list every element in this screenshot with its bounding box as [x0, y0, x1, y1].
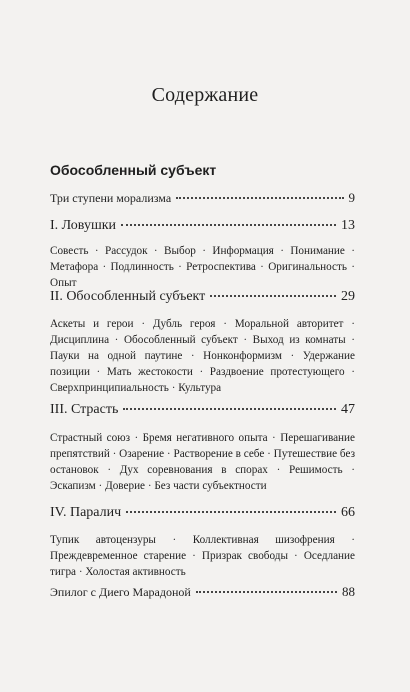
- dot-leader: [123, 408, 336, 410]
- toc-entry-label: III. Страсть: [50, 402, 119, 417]
- chapter-2-topics: Аскеты и герои · Дубль героя · Моральной авторитет · Дисциплина · Обособленный субъект · Выход из комнаты · Пауки на одной паутине · Нонконформизм · Удержание позиции · Мать жестокости · Раздвоение протестующего · Сверхпринципиальность · Культура: [50, 318, 355, 394]
- toc-entry-chapter-1[interactable]: [50, 218, 355, 234]
- chapter-4-topics: Тупик автоцензуры · Коллективная шизофрения · Преждевременное старение · Призрак свободы · Оседлание тигра · Холостая активность: [50, 534, 355, 578]
- dot-leader: [126, 511, 336, 513]
- toc-entry-page: 13: [341, 218, 355, 233]
- toc-entry-chapter-2[interactable]: [50, 289, 355, 305]
- toc-entry-chapter-4[interactable]: [50, 505, 355, 521]
- toc-entry-page: 66: [341, 505, 355, 520]
- dot-leader: [210, 295, 336, 297]
- toc-entry-page: 88: [342, 584, 355, 599]
- dot-leader: [176, 197, 343, 199]
- part-title: Обособленный субъект: [50, 162, 217, 178]
- chapter-3-topics: Страстный союз · Бремя негативного опыта · Перешагивание препятствий · Озарение · Растворение в себе · Путешествие без остановок · Дух соревнования в спорах · Решимость · Эскапизм · Доверие · Без части субъектности: [50, 432, 355, 492]
- toc-entry-page: 29: [341, 289, 355, 304]
- dot-leader: [196, 591, 337, 593]
- toc-entry-intro[interactable]: [50, 190, 355, 206]
- toc-entry-label: IV. Паралич: [50, 505, 122, 520]
- toc-entry-epilogue[interactable]: [50, 584, 355, 600]
- toc-entry-page: 47: [341, 402, 355, 417]
- toc-entry-label: Три ступени морализма: [50, 191, 172, 205]
- chapter-1-topics: Совесть · Рассудок · Выбор · Информация · Понимание · Метафора · Подлинность · Ретроспектива · Оригинальность · Опыт: [50, 245, 355, 289]
- contents-title: Содержание: [151, 84, 259, 106]
- toc-entry-page: 9: [348, 190, 355, 205]
- toc-entry-label: II. Обособленный субъект: [50, 289, 206, 304]
- toc-entry-chapter-3[interactable]: [50, 402, 355, 418]
- dot-leader: [121, 224, 336, 226]
- toc-entry-label: Эпилог с Диего Марадоной: [50, 585, 191, 599]
- toc-entry-label: I. Ловушки: [50, 218, 117, 233]
